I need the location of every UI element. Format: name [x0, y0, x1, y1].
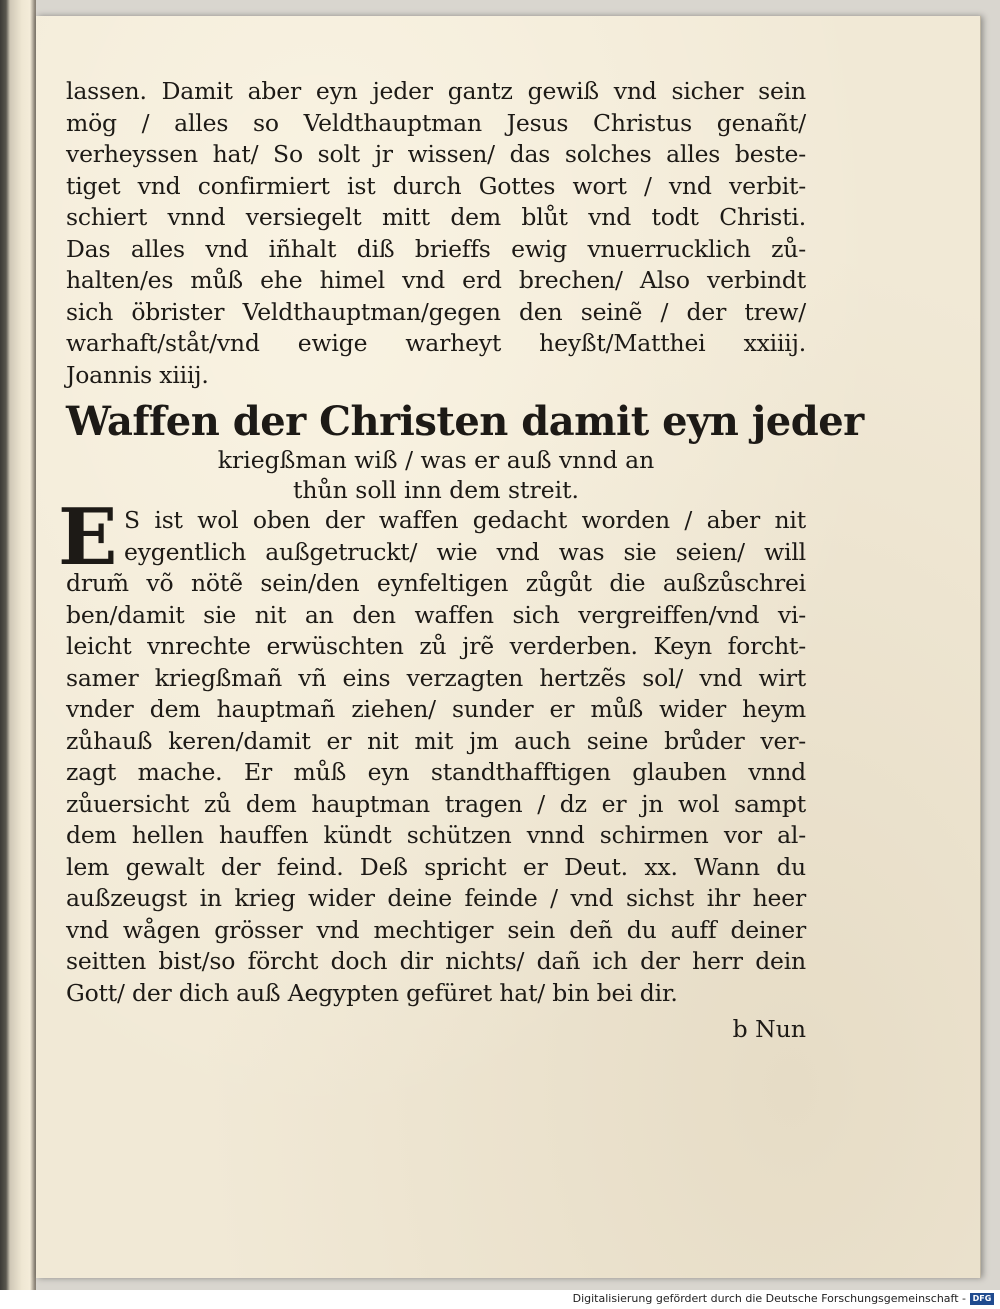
- text-line: verheyssen hat/ So solt jr wissen/ das solches alles beste-: [66, 140, 806, 168]
- text-line: ben/damit sie nit an den waffen sich vergreiffen/vnd vi-: [66, 600, 806, 629]
- footer-credit: Digitalisierung gefördert durch die Deutsche Forschungsgemeinschaft -: [572, 1292, 966, 1305]
- text-line: S ist wol oben der waffen gedacht worden / aber nit: [124, 506, 806, 534]
- catchword: b Nun: [732, 1015, 806, 1043]
- dfg-logo-icon: DFG: [970, 1293, 994, 1305]
- subheading-line: thůn soll inn dem streit.: [292, 476, 580, 504]
- text-line: Das alles vnd iñhalt diß brieffs ewig vnuerrucklich zů-: [66, 234, 806, 263]
- text-line: vnd wågen grösser vnd mechtiger sein deñ du auff deiner: [66, 915, 806, 944]
- text-line: zůhauß keren/damit er nit mit jm auch seine brůder ver-: [66, 726, 806, 755]
- text-line: Gott/ der dich auß Aegypten gefüret hat/ bin bei dir.: [66, 978, 678, 1007]
- text-line: außzeugst in krieg wider deine feinde / vnd sichst ihr heer: [66, 884, 806, 912]
- text-line: schiert vnnd versiegelt mitt dem blůt vnd todt Christi.: [66, 203, 806, 231]
- text-line: halten/es můß ehe himel vnd erd brechen/ Also verbindt: [66, 266, 806, 294]
- previous-page-edge: [0, 0, 36, 1290]
- text-line: leicht vnrechte erwüschten zů jrẽ verderben. Keyn forcht-: [66, 632, 806, 660]
- text-line: lem gewalt der feind. Deß spricht er Deut. xx. Wann du: [66, 852, 806, 881]
- drop-initial: E: [58, 492, 118, 583]
- text-line: mög / alles so Veldthauptman Jesus Christus genañt/: [66, 108, 806, 137]
- text-line: warhaft/ståt/vnd ewige warheyt heyßt/Matthei xxiiij.: [66, 329, 806, 357]
- text-line: Joannis xiiij.: [66, 360, 209, 389]
- section-heading: Waffen der Christen damit eyn jeder: [66, 398, 864, 445]
- text-line: dem hellen hauffen kündt schützen vnnd schirmen vor al-: [66, 821, 806, 849]
- section-subheading: [66, 445, 806, 505]
- paragraph-1: [66, 76, 806, 391]
- text-line: vnder dem hauptmañ ziehen/ sunder er můß wider heym: [66, 695, 806, 723]
- text-line: drum̃ võ nötẽ sein/den eynfeltigen zůgůt die außzůschrei: [66, 569, 806, 597]
- text-line: zůuersicht zů dem hauptman tragen / dz er jn wol sampt: [66, 789, 806, 818]
- text-line: seitten bist/so förcht doch dir nichts/ dañ ich der herr dein: [66, 947, 806, 975]
- page-text: [58, 76, 864, 1045]
- text-line: lassen. Damit aber eyn jeder gantz gewiß vnd sicher sein: [66, 77, 806, 105]
- paragraph-2: [58, 492, 806, 1009]
- text-line: samer kriegßmañ vñ eins verzagten hertzẽs sol/ vnd wirt: [66, 663, 806, 692]
- text-line: tiget vnd confirmiert ist durch Gottes wort / vnd verbit-: [66, 171, 806, 200]
- book-page: [36, 16, 981, 1278]
- text-line: sich öbrister Veldthauptman/gegen den seinẽ / der trew/: [66, 297, 806, 326]
- text-line: zagt mache. Er můß eyn standthafftigen glauben vnnd: [66, 758, 806, 786]
- subheading-line: kriegßman wiß / was er auß vnnd an: [217, 446, 655, 474]
- text-line: eygentlich außgetruckt/ wie vnd was sie seien/ will: [124, 537, 806, 566]
